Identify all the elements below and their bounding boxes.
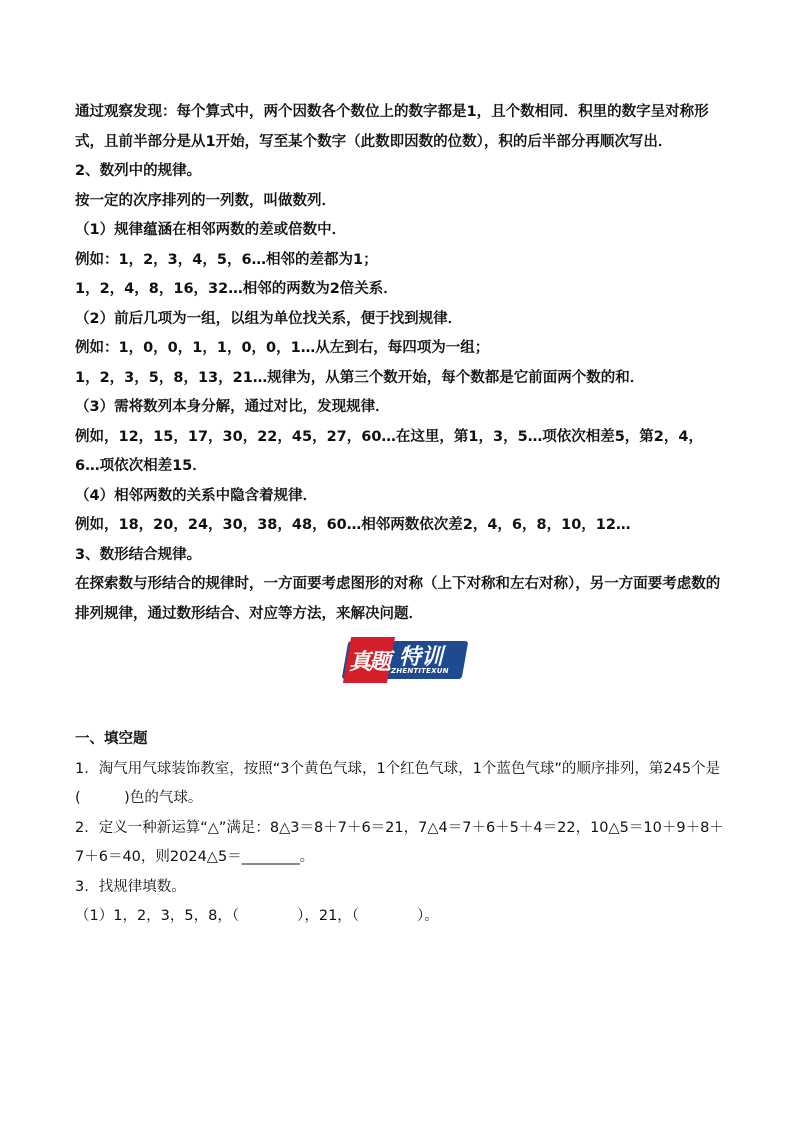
section3-body: 在探索数与形结合的规律时，一方面要考虑图形的对称（上下对称和左右对称），另一方面要考虑数的排列规律，通过数形结合、对应等方法，来解决问题． [75,576,721,622]
rule4-title: （4）相邻两数的关系中隐含着规律． [75,487,318,504]
rule3-example1: 例如，12，15，17，30，22，45，27，60…在这里，第1，3，5…项依次相差5，第2，4，6…项依次相差15． [75,428,703,474]
rule1-example2: 1，2，4，8，16，32…相邻的两数为2倍关系． [75,281,398,297]
document-content [75,98,725,932]
section3-title: 3、数形结合规律。 [75,546,202,563]
rule2-example2: 1，2，3，5，8，13，21…规律为，从第三个数开始，每个数都是它前面两个数的和． [75,369,645,386]
logo-text-right: 特训 [399,645,444,670]
question-3: 3．找规律填数。 [75,878,186,895]
rule2-title: （2）前后几项为一组，以组为单位找关系，便于找到规律． [75,310,463,327]
section2-definition: 按一定的次序排列的一列数，叫做数列． [75,192,336,209]
rule1-example1: 例如：1，2，3，4，5，6…相邻的差都为1； [75,251,378,268]
rule3-title: （3）需将数列本身分解，通过对比，发现规律． [75,399,390,415]
question-2: 2．定义一种新运算“△”满足：8△3＝8＋7＋6＝21，7△4＝7＋6＋5＋4＝22，10△5＝10＋9＋8＋7＋6＝40，则2024△5＝________。 [75,819,724,865]
zhentitexun-logo [345,637,465,687]
logo-area [75,629,725,725]
logo-text-en: ZHENTITEXUN [391,667,449,675]
intro-paragraph: 通过观察发现：每个算式中，两个因数各个数位上的数字都是1，且个数相同．积里的数字呈对称形式，且前半部分是从1开始，写至某个数字（此数即因数的位数），积的后半部分再顺次写出． [75,104,709,150]
section2-title: 2、数列中的规律。 [75,163,202,179]
rule1-title: （1）规律蕴涵在相邻两数的差或倍数中． [75,222,347,238]
rule2-example1: 例如：1，0，0，1，1，0，0，1…从左到右，每四项为一组； [75,340,490,356]
logo-text-left: 真题 [349,650,390,675]
exercise-heading: 一、填空题 [75,731,148,747]
question-1: 1．淘气用气球装饰教室，按照“3个黄色气球，1个红色气球，1个蓝色气球”的顺序排列，第245个是( )色的气球。 [75,760,721,806]
rule4-example1: 例如，18，20，24，30，38，48，60…相邻两数依次差2，4，6，8，10，12… [75,517,631,533]
question-3-part-1: （1）1，2，3，5，8，（ ），21，（ ）。 [75,908,439,924]
